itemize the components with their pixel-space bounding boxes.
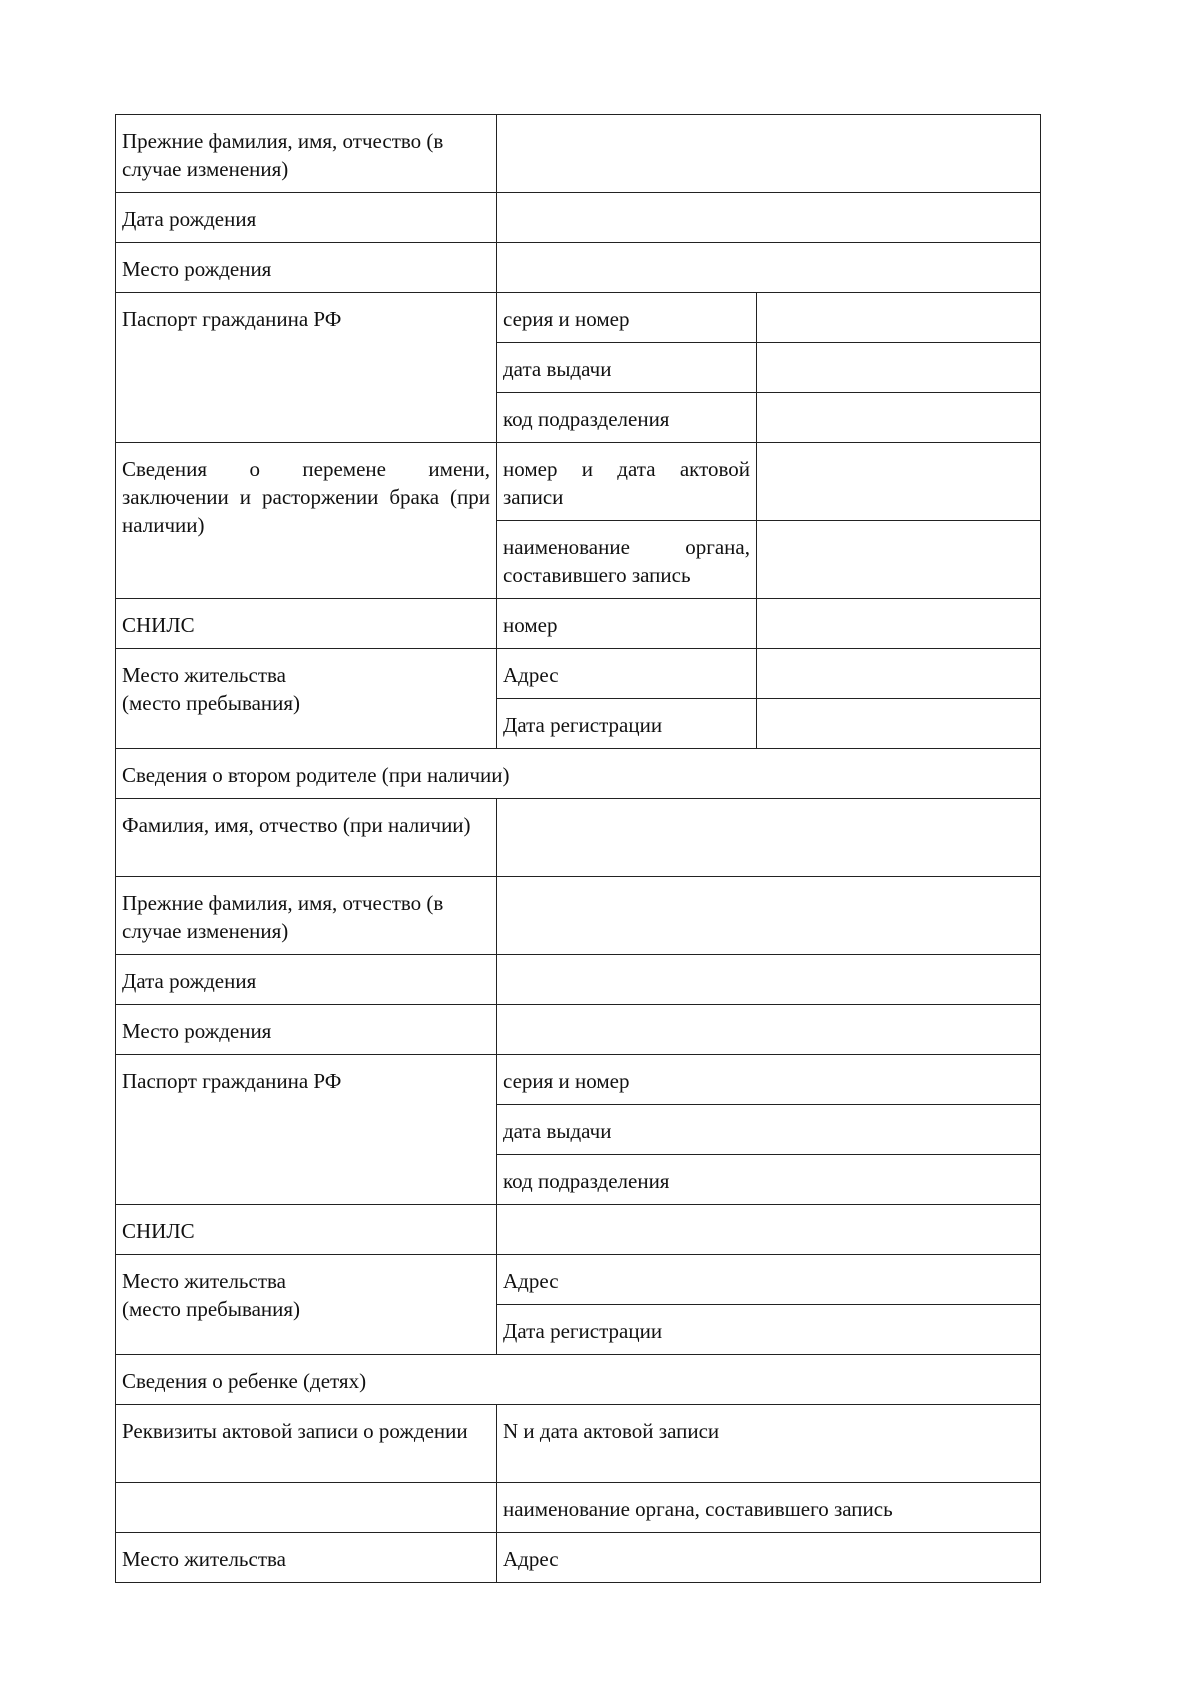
sublabel-cell	[497, 443, 757, 521]
table-row	[116, 649, 1041, 699]
sublabel-cell[interactable]	[497, 1105, 1041, 1155]
birth-record-details-label: Реквизиты актовой записи о рождении	[122, 1419, 468, 1443]
child-section-title: Сведения о ребенке (детях)	[122, 1369, 367, 1393]
record-number-date-label: N и дата актовой записи	[503, 1419, 720, 1443]
second-parent-registration-date-label: Дата регистрации	[503, 1319, 663, 1343]
second-parent-passport-label: Паспорт гражданина РФ	[122, 1069, 342, 1093]
table-row	[116, 243, 1041, 293]
sublabel-cell	[497, 699, 757, 749]
sublabel-cell[interactable]	[497, 1255, 1041, 1305]
second-parent-full-name-label: Фамилия, имя, отчество (при наличии)	[122, 813, 471, 837]
registration-date-field[interactable]	[757, 699, 1041, 749]
sublabel-cell	[497, 599, 757, 649]
birth-place-field[interactable]	[497, 243, 1041, 293]
table-row	[116, 293, 1041, 343]
label-cell	[116, 293, 497, 443]
table-row	[116, 877, 1041, 955]
second-parent-passport-division-code-label: код подразделения	[503, 1169, 670, 1193]
table-row	[116, 799, 1041, 877]
second-parent-former-name-label: Прежние фамилия, имя, отчество (в случае изменения)	[122, 891, 444, 943]
snils-number-field[interactable]	[757, 599, 1041, 649]
label-cell	[116, 877, 497, 955]
table-row	[116, 115, 1041, 193]
sublabel-cell[interactable]	[497, 1533, 1041, 1583]
label-cell	[116, 649, 497, 749]
passport-series-field[interactable]	[757, 293, 1041, 343]
snils-label: СНИЛС	[122, 613, 195, 637]
sublabel-cell[interactable]	[497, 1055, 1041, 1105]
label-cell	[116, 1255, 497, 1355]
sublabel-cell[interactable]	[497, 1155, 1041, 1205]
address-field[interactable]	[757, 649, 1041, 699]
table-row	[116, 1533, 1041, 1583]
sublabel-cell[interactable]	[497, 1305, 1041, 1355]
second-parent-birth-place-label: Место рождения	[122, 1019, 272, 1043]
sublabel-cell[interactable]	[497, 1405, 1041, 1483]
empty-label-cell	[116, 1483, 497, 1533]
birth-date-label: Дата рождения	[122, 207, 257, 231]
record-authority-label: наименование органа, составившего запись	[503, 1497, 893, 1521]
second-parent-birth-date-label: Дата рождения	[122, 969, 257, 993]
sublabel-cell	[497, 521, 757, 599]
second-parent-address-label: Адрес	[503, 1269, 559, 1293]
child-residence-label: Место жительства	[122, 1547, 286, 1571]
snils-number-label: номер	[503, 613, 558, 637]
sublabel-cell	[497, 293, 757, 343]
table-row	[116, 193, 1041, 243]
label-cell	[116, 955, 497, 1005]
label-cell	[116, 1405, 497, 1483]
label-cell	[116, 193, 497, 243]
act-record-authority-label: наименование органа, составившего запись	[503, 535, 750, 587]
former-name-field[interactable]	[497, 115, 1041, 193]
sublabel-cell	[497, 649, 757, 699]
section-title-cell	[116, 1355, 1041, 1405]
label-cell	[116, 1005, 497, 1055]
passport-issue-date-label: дата выдачи	[503, 357, 612, 381]
civil-status-info-label: Сведения о перемене имени, заключении и расторжении брака (при наличии)	[122, 457, 490, 537]
second-parent-passport-issue-date-label: дата выдачи	[503, 1119, 612, 1143]
label-cell	[116, 1205, 497, 1255]
label-cell	[116, 115, 497, 193]
registration-date-label: Дата регистрации	[503, 713, 663, 737]
label-cell	[116, 1055, 497, 1205]
second-parent-birth-place-field[interactable]	[497, 1005, 1041, 1055]
passport-division-code-label: код подразделения	[503, 407, 670, 431]
section-header-row	[116, 749, 1041, 799]
second-parent-birth-date-field[interactable]	[497, 955, 1041, 1005]
second-parent-snils-label: СНИЛС	[122, 1219, 195, 1243]
former-name-label: Прежние фамилия, имя, отчество (в случае изменения)	[122, 129, 444, 181]
second-parent-full-name-field[interactable]	[497, 799, 1041, 877]
section-header-row	[116, 1355, 1041, 1405]
label-cell	[116, 243, 497, 293]
birth-date-field[interactable]	[497, 193, 1041, 243]
child-address-label: Адрес	[503, 1547, 559, 1571]
passport-issue-date-field[interactable]	[757, 343, 1041, 393]
label-cell	[116, 799, 497, 877]
passport-division-code-field[interactable]	[757, 393, 1041, 443]
label-cell	[116, 599, 497, 649]
table-row	[116, 1405, 1041, 1483]
label-cell	[116, 443, 497, 599]
sublabel-cell	[497, 393, 757, 443]
table-row	[116, 599, 1041, 649]
address-label: Адрес	[503, 663, 559, 687]
table-row	[116, 1205, 1041, 1255]
passport-label: Паспорт гражданина РФ	[122, 307, 342, 331]
act-record-number-date-field[interactable]	[757, 443, 1041, 521]
second-parent-former-name-field[interactable]	[497, 877, 1041, 955]
application-form-table	[115, 114, 1041, 1583]
second-parent-snils-field[interactable]	[497, 1205, 1041, 1255]
second-parent-section-title: Сведения о втором родителе (при наличии)	[122, 763, 510, 787]
table-row	[116, 1483, 1041, 1533]
residence-label: Место жительства (место пребывания)	[122, 663, 301, 715]
sublabel-cell	[497, 343, 757, 393]
table-row	[116, 955, 1041, 1005]
passport-series-label: серия и номер	[503, 307, 630, 331]
sublabel-cell[interactable]	[497, 1483, 1041, 1533]
second-parent-passport-series-label: серия и номер	[503, 1069, 630, 1093]
table-row	[116, 1255, 1041, 1305]
table-row	[116, 1055, 1041, 1105]
act-record-authority-field[interactable]	[757, 521, 1041, 599]
second-parent-residence-label: Место жительства (место пребывания)	[122, 1269, 301, 1321]
label-cell	[116, 1533, 497, 1583]
table-row	[116, 443, 1041, 521]
section-title-cell	[116, 749, 1041, 799]
table-row	[116, 1005, 1041, 1055]
act-record-number-date-label: номер и дата актовой записи	[503, 457, 750, 509]
birth-place-label: Место рождения	[122, 257, 272, 281]
